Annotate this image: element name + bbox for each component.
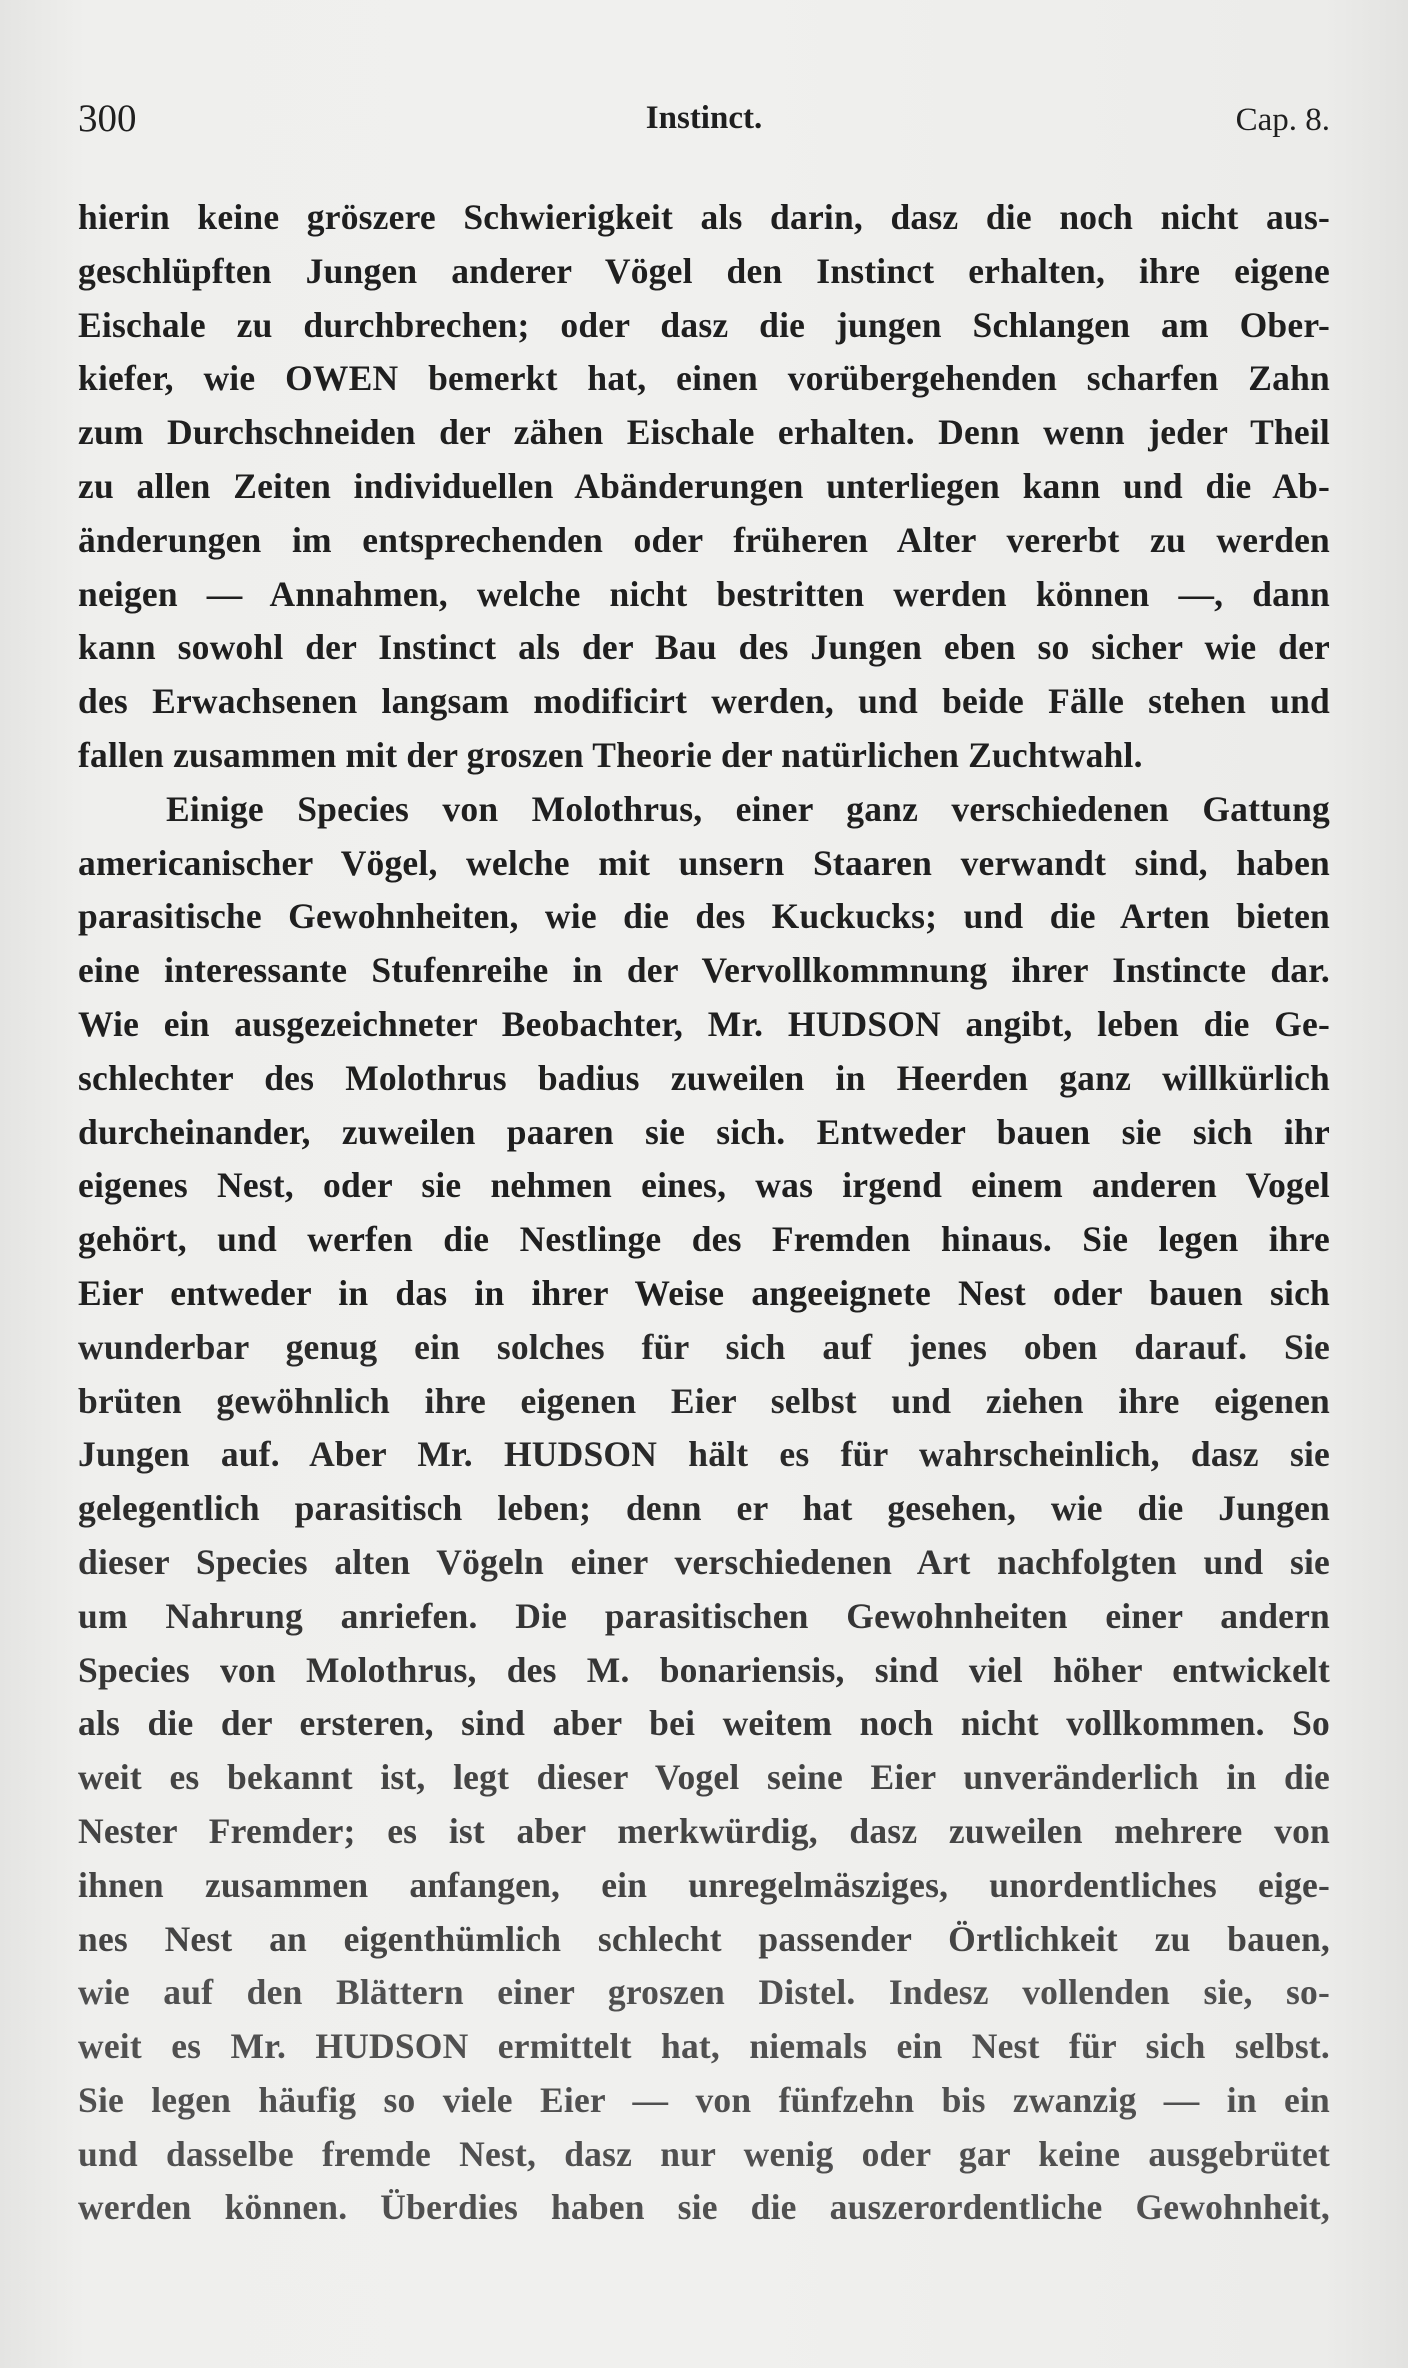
text-line: neigen — Annahmen, welche nicht bestritten werden kӧnnen —, dann	[78, 573, 1330, 614]
text-line: brüten gewӧhnlich ihre eigenen Eier selbst und ziehen ihre eigenen	[78, 1380, 1330, 1421]
text-line: werden kӧnnen. Überdies haben sie die auszerordentliche Gewohnheit,	[78, 2187, 1330, 2228]
text-line: americanischer Vӧgel, welche mit unsern Staaren verwandt sind, haben	[78, 842, 1330, 883]
running-title: Instinct.	[645, 100, 763, 136]
text-line: weit es bekannt ist, legt dieser Vogel seine Eier unveränderlich in die	[78, 1757, 1330, 1798]
text-line: fallen zusammen mit der groszen Theorie der natürlichen Zuchtwahl.	[78, 734, 1143, 775]
text-line: parasitische Gewohnheiten, wie die des Kuckucks; und die Arten bieten	[78, 896, 1330, 937]
body-text	[78, 191, 1330, 2235]
text-line: weit es Mr. HUDSON ermittelt hat, niemals ein Nest für sich selbst.	[78, 2026, 1330, 2067]
text-line: eigenes Nest, oder sie nehmen eines, was irgend einem anderen Vogel	[78, 1165, 1330, 1206]
running-head	[78, 96, 1330, 156]
text-line: Einige Species von Molothrus, einer ganz verschiedenen Gattung	[166, 788, 1330, 829]
text-line: kiefer, wie OWEN bemerkt hat, einen vorübergehenden scharfen Zahn	[78, 358, 1330, 399]
text-line: Eischale zu durchbrechen; oder dasz die jungen Schlangen am Ober-	[78, 304, 1330, 345]
text-line: hierin keine grӧszere Schwierigkeit als darin, dasz die noch nicht aus-	[78, 197, 1330, 237]
text-line: Jungen auf. Aber Mr. HUDSON hält es für wahrscheinlich, dasz sie	[78, 1434, 1330, 1475]
page-number: 300	[78, 97, 137, 140]
text-line: und dasselbe fremde Nest, dasz nur wenig oder gar keine ausgebrütet	[78, 2133, 1330, 2174]
text-line: Species von Molothrus, des M. bonariensis, sind viel hӧher entwickelt	[78, 1649, 1330, 1690]
text-line: änderungen im entsprechenden oder früheren Alter vererbt zu werden	[78, 519, 1330, 560]
text-line: um Nahrung anriefen. Die parasitischen Gewohnheiten einer andern	[78, 1595, 1330, 1636]
text-line: gelegentlich parasitisch leben; denn er hat gesehen, wie die Jungen	[78, 1488, 1330, 1529]
text-line: dieser Species alten Vӧgeln einer verschiedenen Art nachfolgten und sie	[78, 1541, 1330, 1582]
text-line: Wie ein ausgezeichneter Beobachter, Mr. HUDSON angibt, leben die Ge-	[78, 1003, 1330, 1044]
text-line: Nester Fremder; es ist aber merkwürdig, dasz zuweilen mehrere von	[78, 1810, 1330, 1851]
chapter-label: Cap. 8.	[1235, 102, 1330, 138]
text-line: ihnen zusammen anfangen, ein unregelmäsziges, unordentliches eige-	[78, 1864, 1330, 1905]
text-line: wunderbar genug ein solches für sich auf jenes oben darauf. Sie	[78, 1326, 1330, 1367]
text-line: schlechter des Molothrus badius zuweilen in Heerden ganz willkürlich	[78, 1057, 1330, 1098]
text-line: durcheinander, zuweilen paaren sie sich. Entweder bauen sie sich ihr	[78, 1111, 1330, 1152]
text-line: geschlüpften Jungen anderer Vӧgel den Instinct erhalten, ihre eigene	[78, 250, 1330, 291]
text-line: zu allen Zeiten individuellen Abänderungen unterliegen kann und die Ab-	[78, 465, 1330, 506]
text-line: des Erwachsenen langsam modificirt werden, und beide Fälle stehen und	[78, 681, 1330, 722]
text-line: Sie legen häufig so viele Eier — von fünfzehn bis zwanzig — in ein	[78, 2079, 1330, 2120]
text-line: zum Durchschneiden der zähen Eischale erhalten. Denn wenn jeder Theil	[78, 412, 1330, 453]
text-line: eine interessante Stufenreihe in der Vervollkommnung ihrer Instincte dar.	[78, 950, 1330, 991]
text-line: als die der ersteren, sind aber bei weitem noch nicht vollkommen. So	[78, 1703, 1330, 1744]
text-line: gehӧrt, und werfen die Nestlinge des Fremden hinaus. Sie legen ihre	[78, 1219, 1330, 1260]
text-line: nes Nest an eigenthümlich schlecht passender Ӧrtlichkeit zu bauen,	[78, 1918, 1330, 1959]
text-line: kann sowohl der Instinct als der Bau des Jungen eben so sicher wie der	[78, 627, 1330, 668]
text-line: Eier entweder in das in ihrer Weise angeeignete Nest oder bauen sich	[78, 1272, 1330, 1313]
text-line: wie auf den Blättern einer groszen Distel. Indesz vollenden sie, so-	[78, 1972, 1330, 2013]
